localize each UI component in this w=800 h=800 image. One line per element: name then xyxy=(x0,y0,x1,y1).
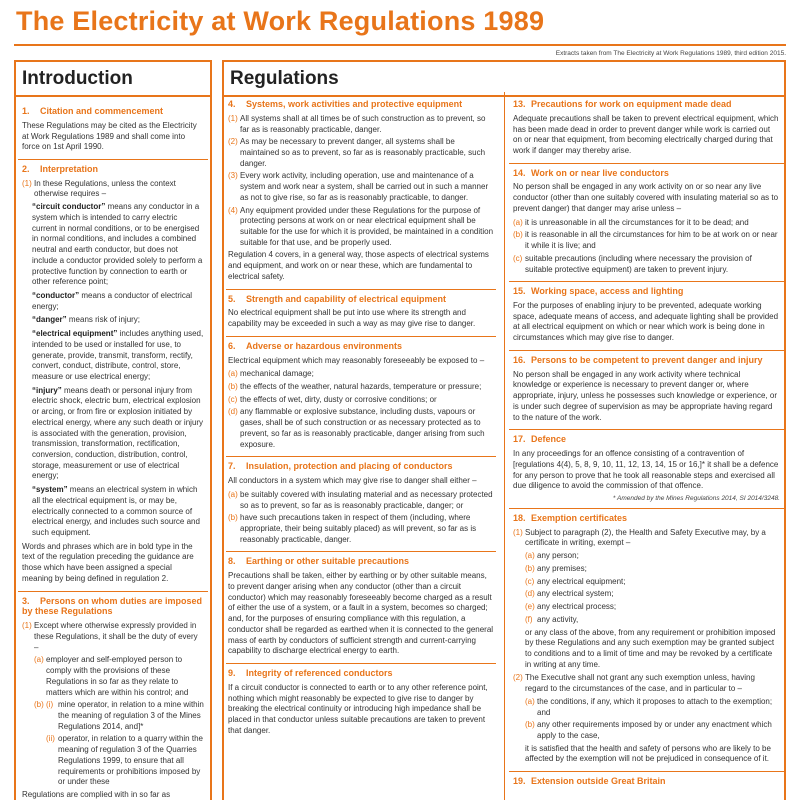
regulations-right-subcolumn xyxy=(504,92,784,800)
section-8 xyxy=(228,556,494,657)
section-19 xyxy=(513,776,780,787)
section-17 xyxy=(513,434,780,502)
list-item: (3) Every work activity, including operation, use and maintenance of a system and work near a system, shall be carried out in such a manner as not to give rise, so far as is reasonably practicable, to danger. xyxy=(228,171,489,202)
definition: “conductor” means a conductor of electrical energy; xyxy=(32,290,193,311)
list-item: (f) any activity, xyxy=(525,614,579,624)
section-text: Precautions shall be taken, either by earthing or by other suitable means, to prevent danger arising when any conductor (other than a circuit conductor) which may reasonably foreseeably become charged as a result of either the use of a system, or a fault in a system, becomes so charged; and, for the purposes of ensuring compliance with this regulation, a conductor shall be regarded as earthed when it is connected to the general mass of earth by conductors of sufficient strength and current-carrying capability to discharge electrical energy to earth. xyxy=(228,571,494,656)
section-heading: 16. Persons to be competent to prevent danger and injury xyxy=(513,354,763,365)
list-item: (1) Except where otherwise expressly provided in these Regulations, it shall be the duty of every – xyxy=(22,621,198,652)
list-item: (a) employer and self-employed person to comply with the provisions of these Regulations in so far as they relate to matters which are within his control; and xyxy=(34,655,189,697)
divider xyxy=(509,163,784,164)
section-14 xyxy=(513,168,780,276)
list-item: (c) suitable precautions (including where necessary the provision of suitable protective equipment) are taken to prevent injury. xyxy=(513,253,752,274)
list-item: (1) Subject to paragraph (2), the Health and Safety Executive may, by a certificate in writing, exempt – xyxy=(513,527,766,548)
list-item: (a) mechanical damage; xyxy=(228,369,314,379)
list-item: (1) All systems shall at all times be of such construction as to prevent, so far as is reasonably practicable, danger. xyxy=(228,113,486,134)
footnote: * Amended by the Mines Regulations 2014, SI 2014/3248. xyxy=(612,494,780,502)
section-heading: 4. Systems, work activities and protective equipment xyxy=(228,99,463,109)
section-text: it is satisfied that the health and safety of persons who are likely to be affected by the exemption will not be prejudiced in consequence of it. xyxy=(525,743,771,764)
section-4 xyxy=(228,99,494,283)
section-text: For the purposes of enabling injury to be prevented, adequate working space, adequate means of access, and adequate lighting shall be provided at all electrical equipment on which or near which work is being done in circumstances which may give rise to danger. xyxy=(513,301,779,343)
list-item: (ii) operator, in relation to a quarry within the meaning of regulation 3 of the Quarries Regulations 1999, to ensure that all requirements or prohibitions imposed by or under these xyxy=(46,734,203,787)
list-item: (b) (i) mine operator, in relation to a mine within the meaning of regulation 3 of the Mines Regulations 2014, and]* xyxy=(34,700,204,731)
section-heading: 5. Strength and capability of electrical equipment xyxy=(228,293,447,304)
section-text: Electrical equipment which may reasonably foreseeably be exposed to – xyxy=(228,355,485,365)
list-item: (2) As may be necessary to prevent danger, all systems shall be maintained so as to prevent, so far as is reasonably practicable, such danger. xyxy=(228,137,486,168)
extract-note: Extracts taken from The Electricity at Work Regulations 1989, third edition 2015. xyxy=(555,50,786,57)
section-text: All conductors in a system which may give rise to danger shall either – xyxy=(228,476,477,486)
list-item: (d) any flammable or explosive substance, including dusts, vapours or gases, shall be of such construction or as necessary protected as to prevent, so far as is reasonably practicable, danger arising from such exposure. xyxy=(228,407,485,449)
list-item: (1) In these Regulations, unless the context otherwise requires – xyxy=(22,178,176,199)
section-heading: 14. Work on or near live conductors xyxy=(513,167,669,178)
introduction-heading: Introduction xyxy=(16,62,210,97)
divider xyxy=(509,281,784,282)
list-item: (a) the conditions, if any, which it proposes to attach to the exemption; and xyxy=(525,696,773,717)
section-13 xyxy=(513,99,780,157)
section-15 xyxy=(513,286,780,344)
section-18 xyxy=(513,513,780,765)
definition: “danger” means risk of injury; xyxy=(32,315,141,325)
list-item: (c) any electrical equipment; xyxy=(525,576,626,586)
section-heading: 13. Precautions for work on equipment made dead xyxy=(513,99,732,109)
divider xyxy=(226,663,496,664)
list-item: (c) the effects of wet, dirty, dusty or corrosive conditions; or xyxy=(228,394,437,404)
section-heading: 7. Insulation, protection and placing of conductors xyxy=(228,461,453,472)
section-heading: 19. Extension outside Great Britain xyxy=(513,776,666,787)
section-text: or any class of the above, from any requirement or prohibition imposed by these Regulations and any such exemption may be granted subject to conditions and to a limit of time and may be revoked by a certificate in writing at any time. xyxy=(525,627,776,669)
list-item: (b) it is reasonable in all the circumstances for him to be at work on or near it while it is live; and xyxy=(513,230,778,251)
list-item: (b) any premises; xyxy=(525,563,587,573)
divider xyxy=(18,159,208,160)
section-heading: 6. Adverse or hazardous environments xyxy=(228,340,403,351)
definition: “electrical equipment” includes anything used, intended to be used or installed for use, to generate, provide, transmit, transform, rectify, convert, conduct, distribute, control, store, measure or use electrical energy; xyxy=(32,329,204,381)
definition: “circuit conductor” means any conductor in a system which is intended to carry electric current in normal conditions, or to be energised in normal conditions, and includes a combined neutral and earth conductor, but does not include a conductor provided solely to perform a protective function by connection to earth or other reference point; xyxy=(32,202,203,287)
divider xyxy=(226,336,496,337)
section-text: Words and phrases which are in bold type in the text of the regulation preceding the guidance are those which have been assigned a special meaning by being defined in regulation 2. xyxy=(22,541,194,583)
section-16 xyxy=(513,355,780,423)
regulations-heading: Regulations xyxy=(224,62,784,97)
section-7 xyxy=(228,461,494,545)
section-heading: 3. Persons on whom duties are imposed by these Regulations xyxy=(22,595,203,617)
page-title: The Electricity at Work Regulations 1989 xyxy=(16,6,545,36)
section-heading: 8. Earthing or other suitable precautions xyxy=(228,556,410,567)
section-5 xyxy=(228,294,494,330)
section-heading: 2. Interpretation xyxy=(22,163,99,174)
divider xyxy=(509,771,784,772)
list-item: (b) have such precautions taken in respect of them (including, where appropriate, their being suitably placed) as will prevent, so far as is reasonably practicable, danger. xyxy=(228,513,477,544)
list-item: (a) any person; xyxy=(525,551,579,561)
list-item: (d) any electrical system; xyxy=(525,589,614,599)
section-text: No electrical equipment shall be put into use where its strength and capability may be exceeded in such a way as may give rise to danger. xyxy=(228,308,476,329)
divider xyxy=(226,551,496,552)
section-text: No person shall be engaged in any work activity where technical knowledge or experience is necessary to prevent danger or, where appropriate, injury, unless he possesses such knowledge or experience, or is under such degree of supervision as may be appropriate having regard to the nature of the work. xyxy=(513,369,777,422)
section-text: If a circuit conductor is connected to earth or to any other reference point, nothing which might reasonably be expected to give rise to danger by breaking the electrical continuity or introducing high impedance shall be placed in that conductor unless suitable precautions are taken to prevent that danger. xyxy=(228,682,488,735)
divider xyxy=(509,429,784,430)
list-item: (b) any other requirements imposed by or under any enactment which apply to the case, xyxy=(525,720,772,740)
section-heading: 17. Defence xyxy=(513,434,567,445)
regulations-left-subcolumn xyxy=(226,92,496,800)
section-2 xyxy=(22,164,204,585)
section-text: No person shall be engaged in any work activity on or so near any live conductor (other than one suitably covered with insulating material so as to prevent danger) that danger may arise unless – xyxy=(513,182,779,213)
divider xyxy=(226,456,496,457)
section-text: These Regulations may be cited as the Electricity at Work Regulations 1989 and shall come into force on 1st April 1990. xyxy=(22,120,197,152)
list-item: (a) be suitably covered with insulating material and as necessary protected so as to prevent, so far as is reasonably practicable, danger; or xyxy=(228,489,493,510)
title-rule xyxy=(14,44,786,46)
introduction-column xyxy=(14,60,212,800)
section-heading: 15. Working space, access and lighting xyxy=(513,286,684,297)
section-text: Adequate precautions shall be taken to prevent electrical equipment, which has been made dead in order to prevent danger while work is carried out on or near that equipment, from becoming electrically charged during that work if danger may thereby arise. xyxy=(513,113,779,155)
section-text: Regulations are complied with in so far as xyxy=(22,790,171,799)
list-item: (2) The Executive shall not grant any such exemption unless, having regard to the circumstances of the case, and in particular to – xyxy=(513,673,755,694)
divider xyxy=(226,289,496,290)
section-heading: 9. Integrity of referenced conductors xyxy=(228,668,393,679)
list-item: (a) it is unreasonable in all the circumstances for it to be dead; and xyxy=(513,217,749,227)
section-text: In any proceedings for an offence consisting of a contravention of [regulations 4(4), 5, 8, 9, 10, 11, 12, 13, 14, 15 or 16,]* it shall be a defence for any person to prove that he took all reasonable steps and exercised all due diligence to avoid the commission of that offence. xyxy=(513,449,779,491)
list-item: (4) Any equipment provided under these Regulations for the purpose of protecting persons at work on or near electrical equipment shall be suitable for the use for which it is provided, be maintained in a condition suitable for that use, and be properly used. xyxy=(228,205,494,247)
definition: “injury” means death or personal injury from electric shock, electric burn, electrical explosion or arcing, or from fire or explosion initiated by electrical energy, where any such death or injury is associated with the generation, provision, transmission, transformation, rectification, conversion, conduction, distribution, control, storage, measurement or use of electrical energy; xyxy=(32,385,204,481)
section-heading: 1. Citation and commencement xyxy=(22,106,164,116)
list-item: (e) any electrical process; xyxy=(525,602,617,612)
section-3 xyxy=(22,596,204,800)
section-6 xyxy=(228,341,494,451)
section-1 xyxy=(22,106,204,153)
definition: “system” means an electrical system in which all the electrical equipment is, or may be, electrically connected to a common source of electrical energy, and includes such source and such equipment. xyxy=(32,485,200,538)
divider xyxy=(509,350,784,351)
section-text: Regulation 4 covers, in a general way, those aspects of electrical systems and equipment, and work on or near these, which are fundamental to electrical safety. xyxy=(228,250,489,281)
divider xyxy=(509,508,784,509)
divider xyxy=(18,591,208,592)
section-9 xyxy=(228,668,494,736)
list-item: (b) the effects of the weather, natural hazards, temperature or pressure; xyxy=(228,382,482,392)
section-heading: 18. Exemption certificates xyxy=(513,512,628,523)
